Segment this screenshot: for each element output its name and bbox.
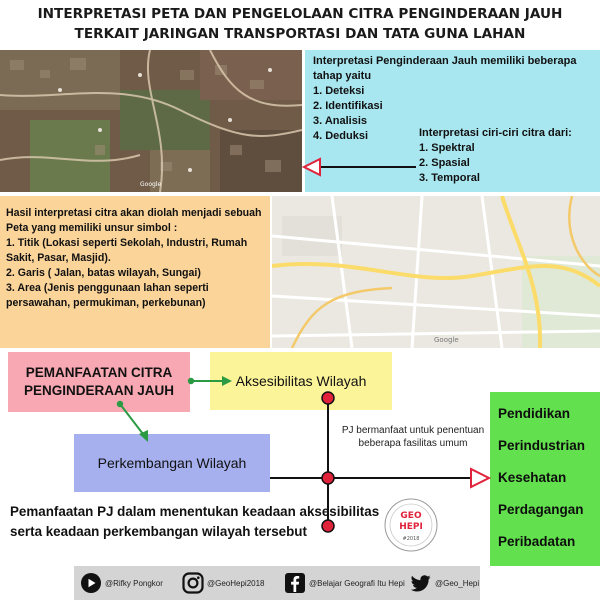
step-item: 2. Identifikasi [313, 100, 383, 112]
main-topic-label: PEMANFAATAN CITRA PENGINDERAAN JAUH [23, 365, 175, 398]
symbol-item: 3. Area (Jenis penggunaan lahan seperti persawahan, permukiman, perkebunan) [6, 282, 209, 309]
youtube-icon [80, 572, 102, 594]
step-item: 1. Deteksi [313, 85, 365, 97]
satellite-image [0, 50, 302, 192]
criteria-item: 1. Spektral [419, 142, 475, 154]
symbol-item: 1. Titik (Lokasi seperti Sekolah, Industri, Rumah Sakit, Pasar, Masjid). [6, 237, 248, 264]
title-line-1: INTERPRETASI PETA DAN PENGELOLAAN CITRA PENGINDERAAN JAUH [37, 6, 563, 22]
summary-text: Pemanfaatan PJ dalam menentukan keadaan aksesibilitas serta keadaan perkembangan wilayah tersebut [10, 504, 380, 539]
map-google-label: Google [434, 336, 459, 344]
interpretation-intro: Interpretasi Penginderaan Jauh memiliki beberapa tahap yaitu [313, 55, 577, 82]
facility-item: Kesehatan [498, 470, 567, 485]
aksesibilitas-label: Aksesibilitas Wilayah [235, 373, 367, 389]
instagram-icon [182, 572, 204, 594]
title-line-2: TERKAIT JARINGAN TRANSPORTASI DAN TATA GUNA LAHAN [74, 26, 526, 42]
step-item: 4. Deduksi [313, 130, 369, 142]
facility-item: Pendidikan [498, 406, 571, 421]
footer-youtube-text: @Rifky Pongkor [105, 578, 163, 588]
interpretation-panel [305, 50, 600, 192]
main-topic-box [8, 352, 190, 412]
map-symbols-panel [0, 196, 270, 348]
badge-line-1: GEO [400, 511, 422, 521]
criteria-title: Interpretasi ciri-ciri citra dari: [419, 127, 572, 139]
badge-year: #2018 [402, 536, 420, 542]
twitter-icon [410, 572, 432, 594]
criteria-list [419, 141, 480, 186]
interpretation-steps [313, 84, 383, 144]
symbol-item: 2. Garis ( Jalan, batas wilayah, Sungai) [6, 267, 201, 279]
page-title [0, 4, 600, 44]
perkembangan-label: Perkembangan Wilayah [97, 455, 247, 471]
satellite-google-label: Google [140, 181, 162, 188]
footer-instagram[interactable] [182, 572, 265, 594]
facilities-note: PJ bermanfaat untuk penentuan beberapa fasilitas umum [341, 425, 485, 449]
footer-twitter-text: @Geo_Hepi [435, 578, 480, 588]
step-item: 3. Analisis [313, 115, 368, 127]
criteria-item: 3. Temporal [419, 172, 480, 184]
badge-line-2: HEPI [399, 522, 423, 532]
perkembangan-box [74, 434, 270, 492]
facebook-icon [284, 572, 306, 594]
map-symbols-list [6, 236, 264, 311]
footer-facebook[interactable] [284, 572, 405, 594]
footer-youtube[interactable] [80, 572, 163, 594]
facility-item: Perdagangan [498, 502, 584, 517]
footer-twitter[interactable] [410, 572, 479, 594]
social-footer [74, 566, 480, 600]
street-map [272, 196, 600, 348]
criteria-item: 2. Spasial [419, 157, 470, 169]
connector-node-middle [322, 472, 334, 484]
arrow-to-facilities [334, 469, 489, 487]
footer-instagram-text: @GeoHepi2018 [207, 578, 265, 588]
map-symbols-intro: Hasil interpretasi citra akan diolah menjadi sebuah Peta yang memiliki unsur simbol : [6, 207, 262, 234]
aksesibilitas-box [210, 352, 392, 410]
facility-item: Perindustrian [498, 438, 586, 453]
facility-item: Peribadatan [498, 534, 576, 549]
footer-facebook-text: @Belajar Geografi Itu Hepi [309, 578, 405, 588]
geo-hepi-badge [384, 498, 438, 552]
facilities-box [490, 392, 600, 566]
